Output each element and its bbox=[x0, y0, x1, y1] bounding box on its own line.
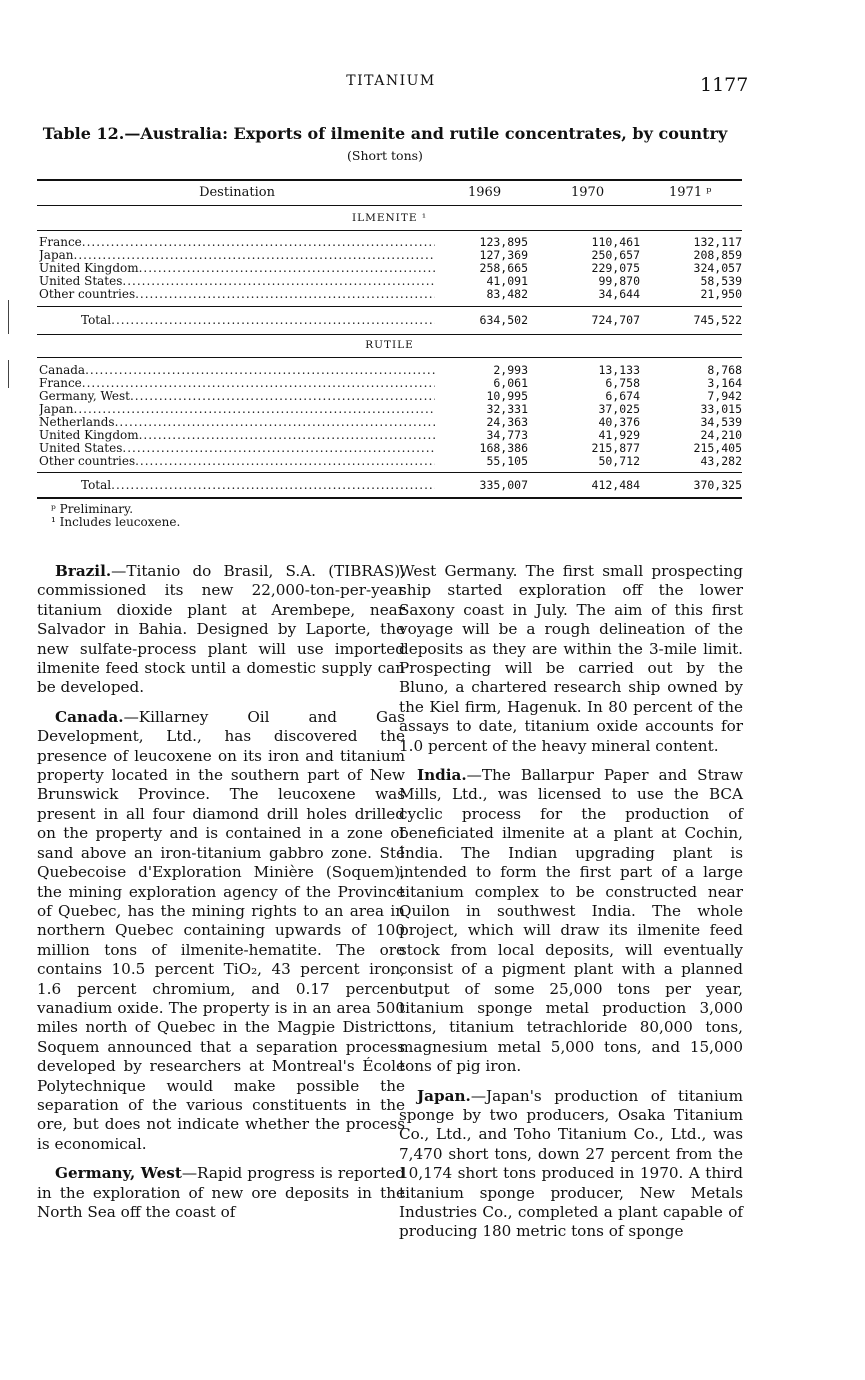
body-column-left bbox=[37, 562, 405, 1232]
section-rule bbox=[37, 230, 742, 231]
column-header-1971: 1971 ᵖ bbox=[669, 185, 712, 200]
paragraph-lead: Japan. bbox=[417, 1086, 471, 1105]
cell-1969: 2,993 bbox=[493, 363, 528, 377]
cell-1969: 6,061 bbox=[493, 376, 528, 390]
cell-1970: 412,484 bbox=[591, 478, 640, 492]
paragraph-canada bbox=[37, 708, 405, 1154]
cell-1971: 43,282 bbox=[700, 454, 742, 468]
cell-1971: 208,859 bbox=[693, 248, 742, 262]
row-label: Total ..... bbox=[81, 479, 435, 492]
row-label: United Kingdom ..... bbox=[39, 262, 435, 275]
cell-1969: 634,502 bbox=[479, 313, 528, 327]
column-header-1970: 1970 bbox=[571, 185, 605, 200]
row-label: Germany, West ..... bbox=[39, 390, 435, 403]
cell-1970: 99,870 bbox=[598, 274, 640, 288]
footnote-preliminary: ᵖ Preliminary. bbox=[51, 502, 134, 516]
cell-1971: 33,015 bbox=[700, 402, 742, 416]
cell-1970: 724,707 bbox=[591, 313, 640, 327]
paragraph-lead: Canada. bbox=[55, 707, 124, 726]
body-column-right bbox=[399, 562, 743, 1252]
cell-1971: 7,942 bbox=[707, 389, 742, 403]
column-header-destination: Destination bbox=[199, 185, 275, 200]
table-subtitle: (Short tons) bbox=[347, 148, 423, 163]
paragraph-text: —Killarney Oil and Gas Development, Ltd., has discovered the presence of leucoxene on its iron and titanium property located in the southern part of New Brunswick Province. The leucoxene was present in all four diamond drill holes drilled on the property and is contained in a zone of sand above an iron-titanium gabbro zone. Sté Quebecoise d'Exploration Minière (Soquem), the mining exploration agency of the Province of Quebec, has the mining rights to an area in northern Quebec containing upwards of 100 million tons of ilmenite-hematite. The ore contains 10.5 percent TiO₂, 43 percent iron, 1.6 percent chromium, and 0.17 percent vanadium oxide. The property is in an area 500 miles north of Quebec in the Magpie District. Soquem announced that a separation process developed by researchers at Montreal's École Polytechnique would make possible the separation of the various constituents in the ore, but does not indicate whether the process is economical. bbox=[37, 707, 405, 1153]
cell-1971: 132,117 bbox=[693, 235, 742, 249]
cell-1970: 110,461 bbox=[591, 235, 640, 249]
row-label: United States ..... bbox=[39, 275, 435, 288]
footnote-leucoxene: ¹ Includes leucoxene. bbox=[51, 515, 181, 529]
cell-1970: 229,075 bbox=[591, 261, 640, 275]
cell-1970: 215,877 bbox=[591, 441, 640, 455]
cell-1970: 13,133 bbox=[598, 363, 640, 377]
paragraph-text: —Titanio do Brasil, S.A. (TIBRAS), commissioned its new 22,000-ton-per-year titanium dioxide plant at Arembepe, near Salvador in Bahia. Designed by Laporte, the new sulfate-process plant will use imported ilmenite feed stock until a domestic supply can be developed. bbox=[37, 562, 405, 697]
row-label: Other countries ..... bbox=[39, 455, 435, 468]
cell-1970: 50,712 bbox=[598, 454, 640, 468]
table-row bbox=[37, 455, 742, 468]
row-label: Japan ..... bbox=[39, 403, 435, 416]
cell-1970: 6,674 bbox=[605, 389, 640, 403]
cell-1970: 37,025 bbox=[598, 402, 640, 416]
section-heading-ilmenite: ILMENITE ¹ bbox=[351, 212, 428, 224]
paragraph-brazil bbox=[37, 562, 405, 698]
paragraph-india bbox=[399, 766, 743, 1077]
table-bottom-rule bbox=[37, 497, 742, 499]
page-number: 1177 bbox=[700, 74, 749, 96]
cell-1971: 8,768 bbox=[707, 363, 742, 377]
row-label: Japan ..... bbox=[39, 249, 435, 262]
paragraph-lead: Germany, West bbox=[55, 1164, 182, 1183]
margin-mark bbox=[8, 300, 9, 334]
total-row bbox=[37, 479, 742, 492]
cell-1971: 34,539 bbox=[700, 415, 742, 429]
margin-mark bbox=[8, 360, 9, 388]
cell-1971: 21,950 bbox=[700, 287, 742, 301]
column-header-1969: 1969 bbox=[468, 185, 502, 200]
row-label: United Kingdom ..... bbox=[39, 429, 435, 442]
cell-1970: 40,376 bbox=[598, 415, 640, 429]
paragraph-japan bbox=[399, 1087, 743, 1242]
cell-1969: 335,007 bbox=[479, 478, 528, 492]
paragraph-text: West Germany. The first small prospecting ship started exploration off the lower Saxony coast in July. The aim of this first voyage will be a rough delineation of the deposits as they are within the 3-mile limit. Prospecting will be carried out by the Bluno, a chartered research ship owned by the Kiel firm, Hagenuk. In 80 percent of the assays to date, titanium oxide accounts for 1.0 percent of the heavy mineral content. bbox=[399, 562, 743, 755]
cell-1969: 127,369 bbox=[479, 248, 528, 262]
cell-1970: 250,657 bbox=[591, 248, 640, 262]
running-title: TITANIUM bbox=[346, 73, 436, 89]
header-rule bbox=[37, 205, 742, 206]
subtotal-rule bbox=[37, 306, 742, 307]
cell-1969: 55,105 bbox=[486, 454, 528, 468]
cell-1971: 745,522 bbox=[693, 313, 742, 327]
paragraph-lead: India. bbox=[417, 766, 467, 785]
cell-1969: 10,995 bbox=[486, 389, 528, 403]
section-rule bbox=[37, 357, 742, 358]
cell-1969: 258,665 bbox=[479, 261, 528, 275]
cell-1971: 324,057 bbox=[693, 261, 742, 275]
cell-1970: 41,929 bbox=[598, 428, 640, 442]
cell-1971: 24,210 bbox=[700, 428, 742, 442]
paragraph-germany bbox=[37, 1164, 405, 1222]
table-top-rule bbox=[37, 179, 742, 181]
cell-1969: 168,386 bbox=[479, 441, 528, 455]
cell-1969: 123,895 bbox=[479, 235, 528, 249]
subtotal-rule bbox=[37, 472, 742, 473]
paragraph-text: —The Ballarpur Paper and Straw Mills, Ltd., was licensed to use the BCA cyclic process for the production of beneficiated ilmenite at a plant at Cochin, India. The Indian upgrading plant is intended to form the first part of a large titanium complex to be constructed near Quilon in southwest India. The whole project, which will draw its ilmenite feed stock from local deposits, will eventually consist of a pigment plant with a planned output of some 25,000 tons per year, titanium sponge metal production 3,000 tons, titanium tetrachloride 80,000 tons, magnesium metal 5,000 tons, and 15,000 tons of pig iron. bbox=[399, 766, 743, 1076]
cell-1969: 32,331 bbox=[486, 402, 528, 416]
cell-1970: 6,758 bbox=[605, 376, 640, 390]
cell-1969: 24,363 bbox=[486, 415, 528, 429]
cell-1971: 370,325 bbox=[693, 478, 742, 492]
table-title: Table 12.—Australia: Exports of ilmenite and rutile concentrates, by country bbox=[42, 124, 728, 143]
paragraph-lead: Brazil. bbox=[55, 562, 112, 580]
paragraph-text: —Japan's production of titanium sponge by two producers, Osaka Titanium Co., Ltd., and Toho Titanium Co., Ltd., was 7,470 short tons, down 27 percent from the 10,174 short tons produced in 1970. A third titanium sponge producer, New Metals Industries Co., completed a plant capable of producing 180 metric tons of sponge bbox=[399, 1086, 743, 1241]
cell-1969: 41,091 bbox=[486, 274, 528, 288]
paragraph-text: —Rapid progress is reported in the exploration of new ore deposits in the North Sea off the coast of bbox=[37, 1164, 406, 1221]
section-heading-rutile: RUTILE bbox=[365, 339, 414, 351]
cell-1969: 83,482 bbox=[486, 287, 528, 301]
row-label: France ..... bbox=[39, 236, 435, 249]
cell-1971: 58,539 bbox=[700, 274, 742, 288]
cell-1969: 34,773 bbox=[486, 428, 528, 442]
row-label: United States ..... bbox=[39, 442, 435, 455]
cell-1971: 3,164 bbox=[707, 376, 742, 390]
row-label: Netherlands ..... bbox=[39, 416, 435, 429]
row-label: Canada ..... bbox=[39, 364, 435, 377]
paragraph-germany-continued bbox=[399, 562, 743, 756]
total-row bbox=[37, 314, 742, 327]
row-label: Other countries ..... bbox=[39, 288, 435, 301]
section-rule bbox=[37, 334, 742, 335]
cell-1971: 215,405 bbox=[693, 441, 742, 455]
table-row bbox=[37, 288, 742, 301]
cell-1970: 34,644 bbox=[598, 287, 640, 301]
row-label: France ..... bbox=[39, 377, 435, 390]
row-label: Total ..... bbox=[81, 314, 435, 327]
